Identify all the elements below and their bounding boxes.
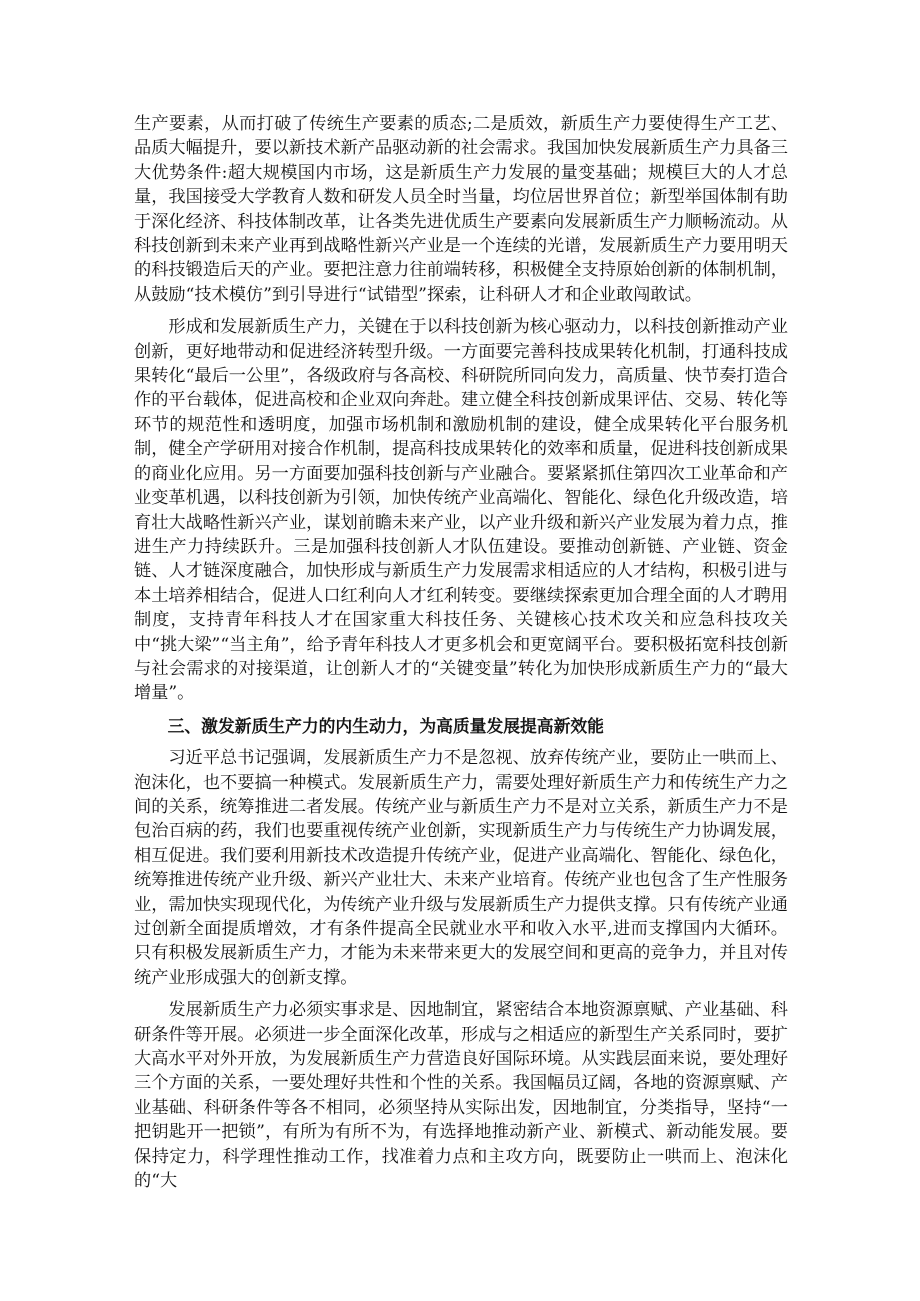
paragraph: 发展新质生产力必须实事求是、因地制宜，紧密结合本地资源禀赋、产业基础、科研条件等开展。必须进一步全面深化改革，形成与之相适应的新型生产关系同时，要扩大高水平对外开放，为发展新质生产力营造良好国际环境。从实践层面来说，要处理好三个方面的关系，一要处理好共性和个性的关系。我国幅员辽阔，各地的资源禀赋、产业基础、科研条件等各不相同，必须坚持从实际出发，因地制宜，分类指导，坚持“一把钥匙开一把锁”，有所为有所不为，有选择地推动新产业、新模式、新动能发展。要保持定力，科学理性推动工作，找准着力点和主攻方向，既要防止一哄而上、泡沫化的“大 (134, 1000, 788, 1192)
section-heading: 三、激发新质生产力的内生动力，为高质量发展提高新效能 (167, 715, 604, 736)
paragraph: 习近平总书记强调，发展新质生产力不是忽视、放弃传统产业，要防止一哄而上、泡沫化，也不要搞一种模式。发展新质生产力，需要处理好新质生产力和传统生产力之间的关系，统筹推进二者发展。传统产业与新质生产力不是对立关系，新质生产力不是包治百病的药，我们也要重视传统产业创新，实现新质生产力与传统生产力协调发展，相互促进。我们要利用新技术改造提升传统产业，促进产业高端化、智能化、绿色化，统筹推进传统产业升级、新兴产业壮大、未来产业培育。传统产业也包含了生产性服务业，需加快实现现代化，为传统产业升级与发展新质生产力提供支撑。只有传统产业通过创新全面提质增效，才有条件提高全民就业水平和收入水平,进而支撑国内大循环。只有积极发展新质生产力，才能为未来带来更大的发展空间和更高的竞争力，并且对传统产业形成强大的创新支撑。 (134, 748, 788, 988)
paragraph-continued: 生产要素，从而打破了传统生产要素的质态;二是质效，新质生产力要使得生产工艺、品质大幅提升，要以新技术新产品驱动新的社会需求。我国加快发展新质生产力具备三大优势条件:超大规模国内市场，这是新质生产力发展的量变基础；规模巨大的人才总量，我国接受大学教育人数和研发人员全时当量，均位居世界首位；新型举国体制有助于深化经济、科技体制改革，让各类先进优质生产要素向发展新质生产力顺畅流动。从科技创新到未来产业再到战略性新兴产业是一个连续的光谱，发展新质生产力要用明天的科技锻造后天的产业。要把注意力往前端转移，积极健全支持原始创新的体制机制，从鼓励“技术模仿”到引导进行“试错型”探索，让科研人才和企业敢闯敢试。 (134, 114, 788, 305)
document-page (134, 112, 788, 1201)
paragraph: 形成和发展新质生产力，关键在于以科技创新为核心驱动力，以科技创新推动产业创新，更好地带动和促进经济转型升级。一方面要完善科技成果转化机制，打通科技成果转化“最后一公里”，各级政府与各高校、科研院所同向发力，高质量、快节奏打造合作的平台载体，促进高校和企业双向奔赴。建立健全科技创新成果评估、交易、转化等环节的规范性和透明度，加强市场机制和激励机制的建设，健全成果转化平台服务机制，健全产学研用对接合作机制，提高科技成果转化的效率和质量，促进科技创新成果的商业化应用。另一方面要加强科技创新与产业融合。要紧紧抓住第四次工业革命和产业变革机遇，以科技创新为引领，加快传统产业高端化、智能化、绿色化升级改造，培育壮大战略性新兴产业，谋划前瞻未来产业，以产业升级和新兴产业发展为着力点，推进生产力持续跃升。三是加强科技创新人才队伍建设。要推动创新链、产业链、资金链、人才链深度融合，加快形成与新质生产力发展需求相适应的人才结构，积极引进与本土培养相结合，促进人口红利向人才红利转变。要继续探索更加合理全面的人才聘用制度，支持青年科技人才在国家重大科技任务、关键核心技术攻关和应急科技攻关中“挑大梁”“当主角”，给予青年科技人才更多机会和更宽阔平台。要积极拓宽科技创新与社会需求的对接渠道，让创新人才的“关键变量”转化为加快形成新质生产力的“最大增量”。 (134, 317, 788, 704)
